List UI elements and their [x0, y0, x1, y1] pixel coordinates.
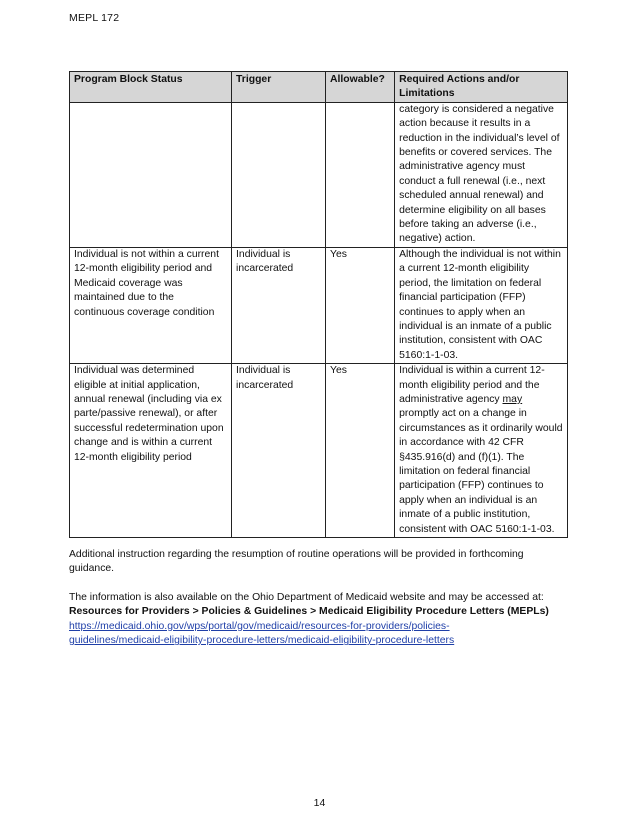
cell-allowable: Yes: [326, 247, 395, 363]
cell-actions: [395, 364, 568, 538]
cell-allowable: [326, 102, 395, 247]
cell-trigger: Individual is incarcerated: [232, 364, 326, 538]
cell-status: Individual was determined eligible at initial application, annual renewal (including via ex parte/passive renewal), or after successful redetermination upon change and is within a current 12-month eligibility period: [70, 364, 232, 538]
actions-text-post: promptly act on a change in circumstances as it ordinarily would in accordance with 42 CFR §435.916(d) and (f)(1). The limitation on federal financial participation (FFP) continues to apply when an individual is an inmate of a public institution, consistent with OAC 5160:1-1-03.: [399, 408, 563, 535]
header-required-actions: Required Actions and/or Limitations: [395, 72, 568, 103]
cell-trigger: [232, 102, 326, 247]
header-program-block-status: Program Block Status: [70, 72, 232, 103]
cell-status: [70, 102, 232, 247]
table-row: [70, 247, 568, 363]
table-row: [70, 364, 568, 538]
cell-actions: category is considered a negative action because it results in a reduction in the individual’s level of benefits or covered services. The administrative agency must conduct a full renewal (i.e., next scheduled annual renewal) and determine eligibility on all bases before taking an adverse (i.e., negative) action.: [395, 102, 568, 247]
availability-paragraph: [69, 591, 569, 649]
availability-text: The information is also available on the Ohio Department of Medicaid website and may be accessed at:: [69, 592, 544, 603]
mepl-link-line-2[interactable]: guidelines/medicaid-eligibility-procedure-letters/medicaid-eligibility-procedure-letters: [69, 635, 455, 647]
table-header-row: [70, 72, 568, 103]
header-trigger: Trigger: [232, 72, 326, 103]
actions-text-pre: Individual is within a current 12-month eligibility period and the administrative agency: [399, 365, 545, 405]
cell-status: Individual is not within a current 12-month eligibility period and Medicaid coverage was maintained due to the continuous coverage condition: [70, 247, 232, 363]
header-allowable: Allowable?: [326, 72, 395, 103]
navigation-breadcrumb: Resources for Providers > Policies & Guidelines > Medicaid Eligibility Procedure Letters (MEPLs): [69, 606, 549, 618]
document-id-header: MEPL 172: [69, 12, 120, 24]
mepl-link-line-1[interactable]: https://medicaid.ohio.gov/wps/portal/gov/medicaid/resources-for-providers/policies-: [69, 620, 450, 632]
cell-allowable: Yes: [326, 364, 395, 538]
cell-trigger: Individual is incarcerated: [232, 247, 326, 363]
table-row: [70, 102, 568, 247]
cell-actions: Although the individual is not within a current 12-month eligibility period, the limitation on federal financial participation (FFP) continues to apply when an individual is an inmate of a public institution, consistent with OAC 5160:1-1-03.: [395, 247, 568, 363]
actions-text-may: may: [502, 393, 523, 405]
page-number: 14: [313, 797, 326, 809]
program-block-table: [69, 71, 568, 538]
additional-instruction-paragraph: Additional instruction regarding the resumption of routine operations will be provided in forthcoming guidance.: [69, 549, 524, 575]
